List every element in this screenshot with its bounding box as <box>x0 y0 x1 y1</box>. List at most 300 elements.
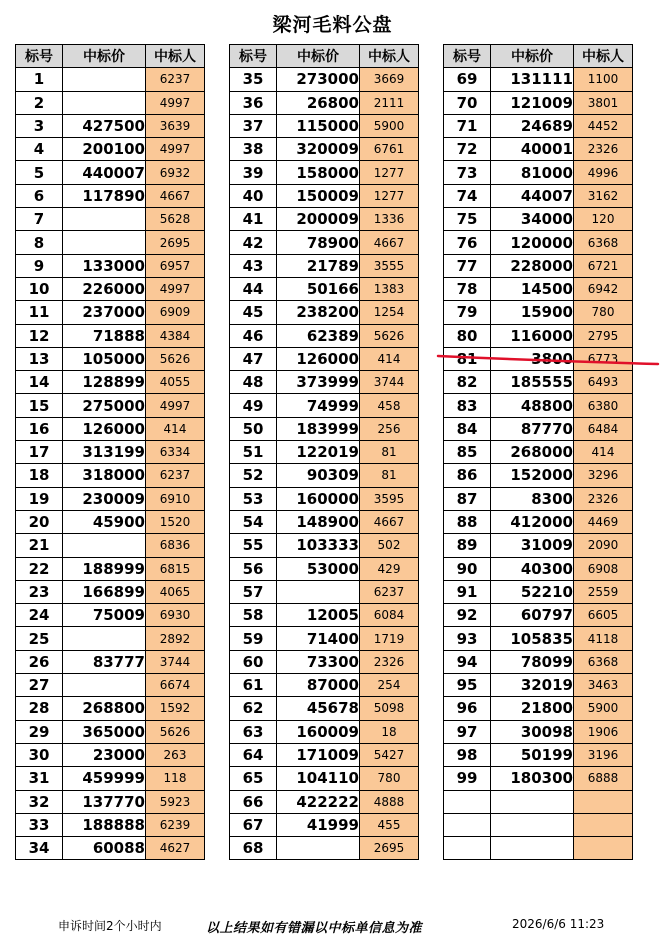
lot-number: 77 <box>444 254 491 277</box>
winner-id: 120 <box>574 208 633 231</box>
lot-number: 54 <box>230 510 277 533</box>
lot-number: 45 <box>230 301 277 324</box>
winning-price: 122019 <box>277 441 360 464</box>
lot-number: 48 <box>230 371 277 394</box>
table-row <box>444 277 633 300</box>
winner-id: 18 <box>360 720 419 743</box>
winning-price: 105835 <box>491 627 574 650</box>
winner-id: 1906 <box>574 720 633 743</box>
table-row <box>16 371 205 394</box>
lot-number: 90 <box>444 557 491 580</box>
lot-number: 81 <box>444 347 491 370</box>
lot-number: 88 <box>444 510 491 533</box>
winning-price: 104110 <box>277 767 360 790</box>
winner-id: 3669 <box>360 68 419 91</box>
winning-price: 422222 <box>277 790 360 813</box>
winning-price: 188888 <box>63 813 146 836</box>
winning-price <box>63 68 146 91</box>
disclaimer-note: 以上结果如有错漏以中标单信息为准 <box>206 921 423 936</box>
table-row <box>16 650 205 673</box>
lot-number: 51 <box>230 441 277 464</box>
lot-number: 60 <box>230 650 277 673</box>
winner-id: 6237 <box>360 580 419 603</box>
table-row <box>16 604 205 627</box>
winner-id: 5626 <box>146 347 205 370</box>
lot-number: 68 <box>230 837 277 860</box>
table-row <box>230 604 419 627</box>
table-row <box>444 371 633 394</box>
winner-id <box>574 790 633 813</box>
lot-number: 92 <box>444 604 491 627</box>
table-row <box>444 441 633 464</box>
winning-price: 26800 <box>277 91 360 114</box>
winner-id: 6888 <box>574 767 633 790</box>
winner-id: 780 <box>360 767 419 790</box>
lot-number: 46 <box>230 324 277 347</box>
winner-id: 2111 <box>360 91 419 114</box>
winning-price: 126000 <box>63 417 146 440</box>
table-row <box>230 580 419 603</box>
winning-price: 120000 <box>491 231 574 254</box>
lot-number: 69 <box>444 68 491 91</box>
table-row <box>444 68 633 91</box>
winner-id: 81 <box>360 464 419 487</box>
winner-id <box>574 837 633 860</box>
winning-price: 73300 <box>277 650 360 673</box>
winning-price: 23000 <box>63 743 146 766</box>
winner-id: 2695 <box>360 837 419 860</box>
winning-price: 160000 <box>277 487 360 510</box>
winner-id: 81 <box>360 441 419 464</box>
winning-price: 78900 <box>277 231 360 254</box>
winner-id: 2090 <box>574 534 633 557</box>
lot-number: 17 <box>16 441 63 464</box>
lot-number: 16 <box>16 417 63 440</box>
lot-number: 93 <box>444 627 491 650</box>
winning-price: 427500 <box>63 114 146 137</box>
lot-number: 52 <box>230 464 277 487</box>
winner-id: 6493 <box>574 371 633 394</box>
lot-number: 86 <box>444 464 491 487</box>
table-row <box>16 68 205 91</box>
table-row <box>16 324 205 347</box>
winning-price: 200009 <box>277 208 360 231</box>
table-row <box>444 91 633 114</box>
lot-number: 97 <box>444 720 491 743</box>
winning-price: 116000 <box>491 324 574 347</box>
lot-number: 61 <box>230 674 277 697</box>
winning-price: 185555 <box>491 371 574 394</box>
timestamp: 2026/6/6 11:23 <box>512 917 605 931</box>
table-row <box>444 674 633 697</box>
lot-number: 84 <box>444 417 491 440</box>
winning-price: 78099 <box>491 650 574 673</box>
winner-id: 6368 <box>574 650 633 673</box>
table-row <box>16 767 205 790</box>
table-row <box>16 114 205 137</box>
results-table-1 <box>15 44 205 860</box>
winner-id: 1254 <box>360 301 419 324</box>
winner-id: 6942 <box>574 277 633 300</box>
winning-price: 40300 <box>491 557 574 580</box>
header-no: 标号 <box>16 45 63 68</box>
lot-number: 71 <box>444 114 491 137</box>
lot-number: 49 <box>230 394 277 417</box>
table-row <box>444 837 633 860</box>
table-row <box>444 301 633 324</box>
winning-price <box>277 837 360 860</box>
header-price: 中标价 <box>277 45 360 68</box>
winning-price: 45900 <box>63 510 146 533</box>
table-row <box>16 417 205 440</box>
winner-id: 3744 <box>360 371 419 394</box>
winning-price: 180300 <box>491 767 574 790</box>
table-row <box>16 301 205 324</box>
winner-id: 1277 <box>360 161 419 184</box>
table-row <box>444 417 633 440</box>
winner-id: 1100 <box>574 68 633 91</box>
table-row <box>230 324 419 347</box>
winning-price: 62389 <box>277 324 360 347</box>
lot-number: 7 <box>16 208 63 231</box>
winner-id: 429 <box>360 557 419 580</box>
winner-id: 1336 <box>360 208 419 231</box>
table-row <box>444 790 633 813</box>
winner-id: 6674 <box>146 674 205 697</box>
table-row <box>230 347 419 370</box>
table-row <box>444 813 633 836</box>
lot-number: 73 <box>444 161 491 184</box>
table-row <box>16 91 205 114</box>
winning-price: 81000 <box>491 161 574 184</box>
winning-price: 320009 <box>277 138 360 161</box>
winner-id: 414 <box>574 441 633 464</box>
lot-number: 83 <box>444 394 491 417</box>
table-row <box>16 510 205 533</box>
winning-price: 131111 <box>491 68 574 91</box>
lot-number: 14 <box>16 371 63 394</box>
table-row <box>230 837 419 860</box>
table-row <box>444 534 633 557</box>
winner-id: 6932 <box>146 161 205 184</box>
results-table-2 <box>229 44 419 860</box>
lot-number: 21 <box>16 534 63 557</box>
table-row <box>444 394 633 417</box>
winner-id: 5900 <box>360 114 419 137</box>
winner-id: 256 <box>360 417 419 440</box>
table-row <box>444 161 633 184</box>
lot-number: 47 <box>230 347 277 370</box>
winner-id: 3639 <box>146 114 205 137</box>
header-winner: 中标人 <box>146 45 205 68</box>
header-price: 中标价 <box>63 45 146 68</box>
lot-number: 96 <box>444 697 491 720</box>
winning-price <box>63 231 146 254</box>
winning-price: 148900 <box>277 510 360 533</box>
lot-number: 78 <box>444 277 491 300</box>
winning-price: 440007 <box>63 161 146 184</box>
winning-price <box>63 208 146 231</box>
winning-price: 15900 <box>491 301 574 324</box>
winner-id: 6815 <box>146 557 205 580</box>
winning-price: 373999 <box>277 371 360 394</box>
winning-price: 60797 <box>491 604 574 627</box>
table-row <box>230 767 419 790</box>
table-row <box>230 208 419 231</box>
table-row <box>230 371 419 394</box>
table-row <box>16 837 205 860</box>
winning-price: 48800 <box>491 394 574 417</box>
winner-id <box>574 813 633 836</box>
lot-number: 76 <box>444 231 491 254</box>
table-row <box>230 534 419 557</box>
table-row <box>444 464 633 487</box>
winning-price: 171009 <box>277 743 360 766</box>
winner-id: 2795 <box>574 324 633 347</box>
lot-number: 18 <box>16 464 63 487</box>
winning-price: 14500 <box>491 277 574 300</box>
winning-price <box>491 813 574 836</box>
winner-id: 3296 <box>574 464 633 487</box>
winner-id: 2559 <box>574 580 633 603</box>
winning-price: 21789 <box>277 254 360 277</box>
table-row <box>444 510 633 533</box>
winning-price: 226000 <box>63 277 146 300</box>
table-row <box>16 674 205 697</box>
lot-number: 31 <box>16 767 63 790</box>
winner-id: 3463 <box>574 674 633 697</box>
table-row <box>444 650 633 673</box>
table-row <box>230 790 419 813</box>
table-row <box>230 627 419 650</box>
lot-number: 75 <box>444 208 491 231</box>
winning-price: 133000 <box>63 254 146 277</box>
lot-number: 32 <box>16 790 63 813</box>
winning-price: 365000 <box>63 720 146 743</box>
winner-id: 780 <box>574 301 633 324</box>
winning-price: 105000 <box>63 347 146 370</box>
lot-number: 19 <box>16 487 63 510</box>
winner-id: 5098 <box>360 697 419 720</box>
lot-number: 28 <box>16 697 63 720</box>
winner-id: 6957 <box>146 254 205 277</box>
winner-id: 1383 <box>360 277 419 300</box>
winning-price: 200100 <box>63 138 146 161</box>
winning-price: 75009 <box>63 604 146 627</box>
winner-id: 4384 <box>146 324 205 347</box>
table-row <box>16 790 205 813</box>
lot-number: 44 <box>230 277 277 300</box>
winning-price: 160009 <box>277 720 360 743</box>
winner-id: 6773 <box>574 347 633 370</box>
table-row <box>230 487 419 510</box>
winning-price: 24689 <box>491 114 574 137</box>
winning-price: 230009 <box>63 487 146 510</box>
winning-price: 128899 <box>63 371 146 394</box>
lot-number: 36 <box>230 91 277 114</box>
lot-number: 94 <box>444 650 491 673</box>
lot-number: 37 <box>230 114 277 137</box>
lot-number: 4 <box>16 138 63 161</box>
winner-id: 4627 <box>146 837 205 860</box>
lot-number <box>444 813 491 836</box>
lot-number: 64 <box>230 743 277 766</box>
header-winner: 中标人 <box>574 45 633 68</box>
winning-price: 459999 <box>63 767 146 790</box>
lot-number: 20 <box>16 510 63 533</box>
winner-id: 502 <box>360 534 419 557</box>
red-marker-line <box>436 352 661 368</box>
winner-id: 5923 <box>146 790 205 813</box>
winning-price <box>63 627 146 650</box>
lot-number: 59 <box>230 627 277 650</box>
table-row <box>444 184 633 207</box>
lot-number: 74 <box>444 184 491 207</box>
lot-number: 33 <box>16 813 63 836</box>
winner-id: 4888 <box>360 790 419 813</box>
lot-number: 72 <box>444 138 491 161</box>
table-row <box>444 487 633 510</box>
lot-number: 23 <box>16 580 63 603</box>
lot-number: 5 <box>16 161 63 184</box>
winning-price: 53000 <box>277 557 360 580</box>
winning-price: 71400 <box>277 627 360 650</box>
lot-number: 87 <box>444 487 491 510</box>
lot-number: 13 <box>16 347 63 370</box>
table-row <box>444 627 633 650</box>
winner-id: 6908 <box>574 557 633 580</box>
winner-id: 4667 <box>146 184 205 207</box>
winner-id: 6237 <box>146 68 205 91</box>
winner-id: 1592 <box>146 697 205 720</box>
winner-id: 4997 <box>146 91 205 114</box>
table-row <box>16 231 205 254</box>
lot-number: 41 <box>230 208 277 231</box>
winner-id: 118 <box>146 767 205 790</box>
winning-price: 117890 <box>63 184 146 207</box>
lot-number: 11 <box>16 301 63 324</box>
table-row <box>16 557 205 580</box>
table-row <box>444 231 633 254</box>
winning-price: 45678 <box>277 697 360 720</box>
winner-id: 6484 <box>574 417 633 440</box>
winning-price: 313199 <box>63 441 146 464</box>
lot-number: 95 <box>444 674 491 697</box>
table-row <box>230 743 419 766</box>
winning-price: 115000 <box>277 114 360 137</box>
table-row <box>230 184 419 207</box>
lot-number <box>444 790 491 813</box>
table-row <box>16 347 205 370</box>
winner-id: 5626 <box>146 720 205 743</box>
winner-id: 414 <box>146 417 205 440</box>
winner-id: 6605 <box>574 604 633 627</box>
table-row <box>444 254 633 277</box>
winner-id: 6836 <box>146 534 205 557</box>
lot-number: 42 <box>230 231 277 254</box>
table-row <box>230 114 419 137</box>
lot-number: 62 <box>230 697 277 720</box>
table-row <box>230 697 419 720</box>
winning-price <box>491 790 574 813</box>
winning-price: 12005 <box>277 604 360 627</box>
results-table-3 <box>443 44 633 860</box>
winning-price: 3800 <box>491 347 574 370</box>
winning-price: 31009 <box>491 534 574 557</box>
table-row <box>16 487 205 510</box>
table-row <box>230 301 419 324</box>
winner-id: 4118 <box>574 627 633 650</box>
table-row <box>444 767 633 790</box>
table-row <box>16 813 205 836</box>
lot-number: 39 <box>230 161 277 184</box>
lot-number: 43 <box>230 254 277 277</box>
table-row <box>16 743 205 766</box>
winning-price <box>63 91 146 114</box>
winner-id: 455 <box>360 813 419 836</box>
winning-price: 74999 <box>277 394 360 417</box>
lot-number: 34 <box>16 837 63 860</box>
lot-number: 89 <box>444 534 491 557</box>
winner-id: 2326 <box>574 138 633 161</box>
table-row <box>16 138 205 161</box>
table-row <box>444 324 633 347</box>
table-row <box>230 254 419 277</box>
winning-price <box>63 534 146 557</box>
header-no: 标号 <box>444 45 491 68</box>
lot-number: 12 <box>16 324 63 347</box>
table-row <box>230 68 419 91</box>
winner-id: 3162 <box>574 184 633 207</box>
winner-id: 4667 <box>360 231 419 254</box>
lot-number: 30 <box>16 743 63 766</box>
lot-number <box>444 837 491 860</box>
lot-number: 67 <box>230 813 277 836</box>
winning-price: 21800 <box>491 697 574 720</box>
winner-id: 254 <box>360 674 419 697</box>
table-row <box>16 161 205 184</box>
winner-id: 6930 <box>146 604 205 627</box>
table-row <box>230 510 419 533</box>
winner-id: 1719 <box>360 627 419 650</box>
lot-number: 8 <box>16 231 63 254</box>
winner-id: 6368 <box>574 231 633 254</box>
table-row <box>16 464 205 487</box>
winning-price: 183999 <box>277 417 360 440</box>
lot-number: 80 <box>444 324 491 347</box>
table-row <box>444 114 633 137</box>
winning-price: 412000 <box>491 510 574 533</box>
winner-id: 6237 <box>146 464 205 487</box>
table-row <box>444 720 633 743</box>
winner-id: 3744 <box>146 650 205 673</box>
table-row <box>230 674 419 697</box>
winner-id: 4055 <box>146 371 205 394</box>
table-row <box>16 580 205 603</box>
winning-price: 50166 <box>277 277 360 300</box>
table-row <box>16 720 205 743</box>
winning-price <box>491 837 574 860</box>
winning-price: 103333 <box>277 534 360 557</box>
winner-id: 2695 <box>146 231 205 254</box>
table-row <box>230 441 419 464</box>
winning-price <box>277 580 360 603</box>
winner-id: 4997 <box>146 394 205 417</box>
lot-number: 66 <box>230 790 277 813</box>
winning-price: 238200 <box>277 301 360 324</box>
winner-id: 5427 <box>360 743 419 766</box>
lot-number: 38 <box>230 138 277 161</box>
